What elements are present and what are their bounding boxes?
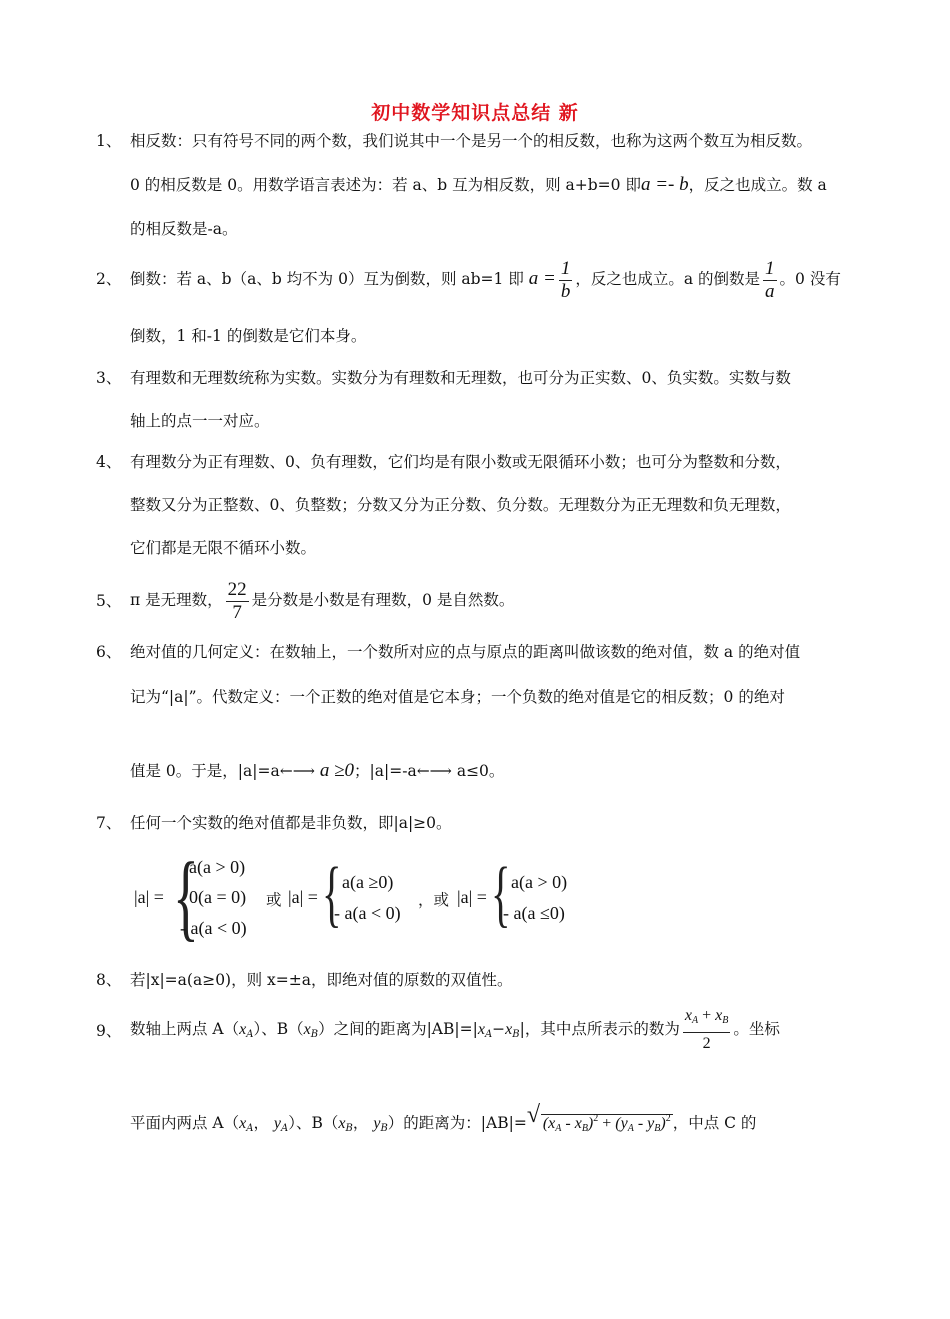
item-3-line-1: 有理数和无理数统称为实数。实数分为有理数和无理数，也可分为正实数、0、负实数。实数与数 <box>130 369 791 387</box>
item-number-9: 9、 <box>96 1022 122 1040</box>
item-number-2: 2、 <box>96 270 122 288</box>
item-6-line-2: 记为“|a|”。代数定义：一个正数的绝对值是它本身；一个负数的绝对值是它的相反数；0 的绝对 <box>130 688 785 706</box>
left-brace-icon: { <box>491 853 511 935</box>
item-number-7: 7、 <box>96 814 122 832</box>
item-number-8: 8、 <box>96 971 122 989</box>
item-1-line-3: 的相反数是-a。 <box>130 220 238 238</box>
item-6-line-3: 值是 0。于是，|a|=a←⟶ a ≥0；|a|=-a←⟶ a≤0。 <box>130 760 505 781</box>
fraction-midpoint: $\frac{x_A + x_B}{2}$ <box>684 1007 729 1052</box>
fraction-1-over-b: $\frac{1}{b}$ <box>560 257 571 302</box>
sqrt-icon: √ <box>526 1102 540 1128</box>
item-2-line-2: 倒数，1 和-1 的倒数是它们本身。 <box>130 327 367 345</box>
item-1-line-2: 0 的相反数是 0。用数学语言表述为：若 a、b 互为相反数，则 a+b=0 即a =- b，反之也成立。数 a <box>130 174 827 195</box>
item-9-line-2: 平面内两点 $A(x_A$， $y_A$）、$B(x_B$， $y_B$）的距离为：|AB|= √ $(x_A - x_B)^2 + (y_A - y_B)^2$ ，中点 C 的 <box>130 1108 756 1140</box>
item-number-5: 5、 <box>96 592 122 610</box>
item-number-3: 3、 <box>96 369 122 387</box>
left-brace-icon: { <box>322 853 342 935</box>
item-3-line-2: 轴上的点一一对应。 <box>130 412 270 430</box>
or-text-2: ，或 <box>418 891 450 909</box>
item-8-line-1: 若|x|=a(a≥0)，则 x=±a，即绝对值的原数的双值性。 <box>130 971 513 989</box>
formula-a-geq-0: a ≥0 <box>319 760 355 781</box>
item-number-4: 4、 <box>96 453 122 471</box>
distance-formula: √ $(x_A - x_B)^2 + (y_A - y_B)^2$ <box>526 1102 671 1134</box>
left-brace-icon: { <box>173 843 199 951</box>
item-7-line-1: 任何一个实数的绝对值都是非负数，即|a|≥0。 <box>130 814 452 832</box>
item-5-line-1: π 是无理数， $\frac{22}{7}$ 是分数是小数是有理数，0 是自然数。 <box>130 578 515 623</box>
item-4-line-2: 整数又分为正整数、0、负整数；分数又分为正分数、负分数。无理数分为正无理数和负无理数， <box>130 496 791 514</box>
item-1-line-1: 相反数：只有符号不同的两个数，我们说其中一个是另一个的相反数，也称为这两个数互为相反数。 <box>130 132 813 150</box>
item-number-1: 1、 <box>96 132 122 150</box>
fraction-1-over-a: $\frac{1}{a}$ <box>765 257 775 302</box>
formula-a-equals-neg-b: a =- b <box>640 174 689 195</box>
or-text-1: 或 <box>266 891 282 909</box>
item-4-line-1: 有理数分为正有理数、0、负有理数，它们均是有限小数或无限循环小数；也可分为整数和分数， <box>130 453 791 471</box>
item-number-6: 6、 <box>96 643 122 661</box>
item-2-line-1: 倒数：若 a、b（a、b 均不为 0）互为倒数，则 ab=1 即 a = $\frac{1}{b}$ ，反之也成立。a 的倒数是 $\frac{1}{a}$ 。0 没有 <box>130 257 841 302</box>
item-6-line-1: 绝对值的几何定义：在数轴上，一个数所对应的点与原点的距离叫做该数的绝对值，数 a 的绝对值 <box>130 643 801 661</box>
item-4-line-3: 它们都是无限不循环小数。 <box>130 539 317 557</box>
page-title: 初中数学知识点总结 新 <box>371 102 579 124</box>
fraction-22-over-7: $\frac{22}{7}$ <box>227 578 247 623</box>
item-9-line-1: 数轴上两点 $A(x_A)$、$B(x_B)$之间的距离为$|AB|=|x_A-x_B|$，其中点所表示的数为 $\frac{x_A + x_B}{2}$ 。坐标 <box>130 1005 780 1059</box>
